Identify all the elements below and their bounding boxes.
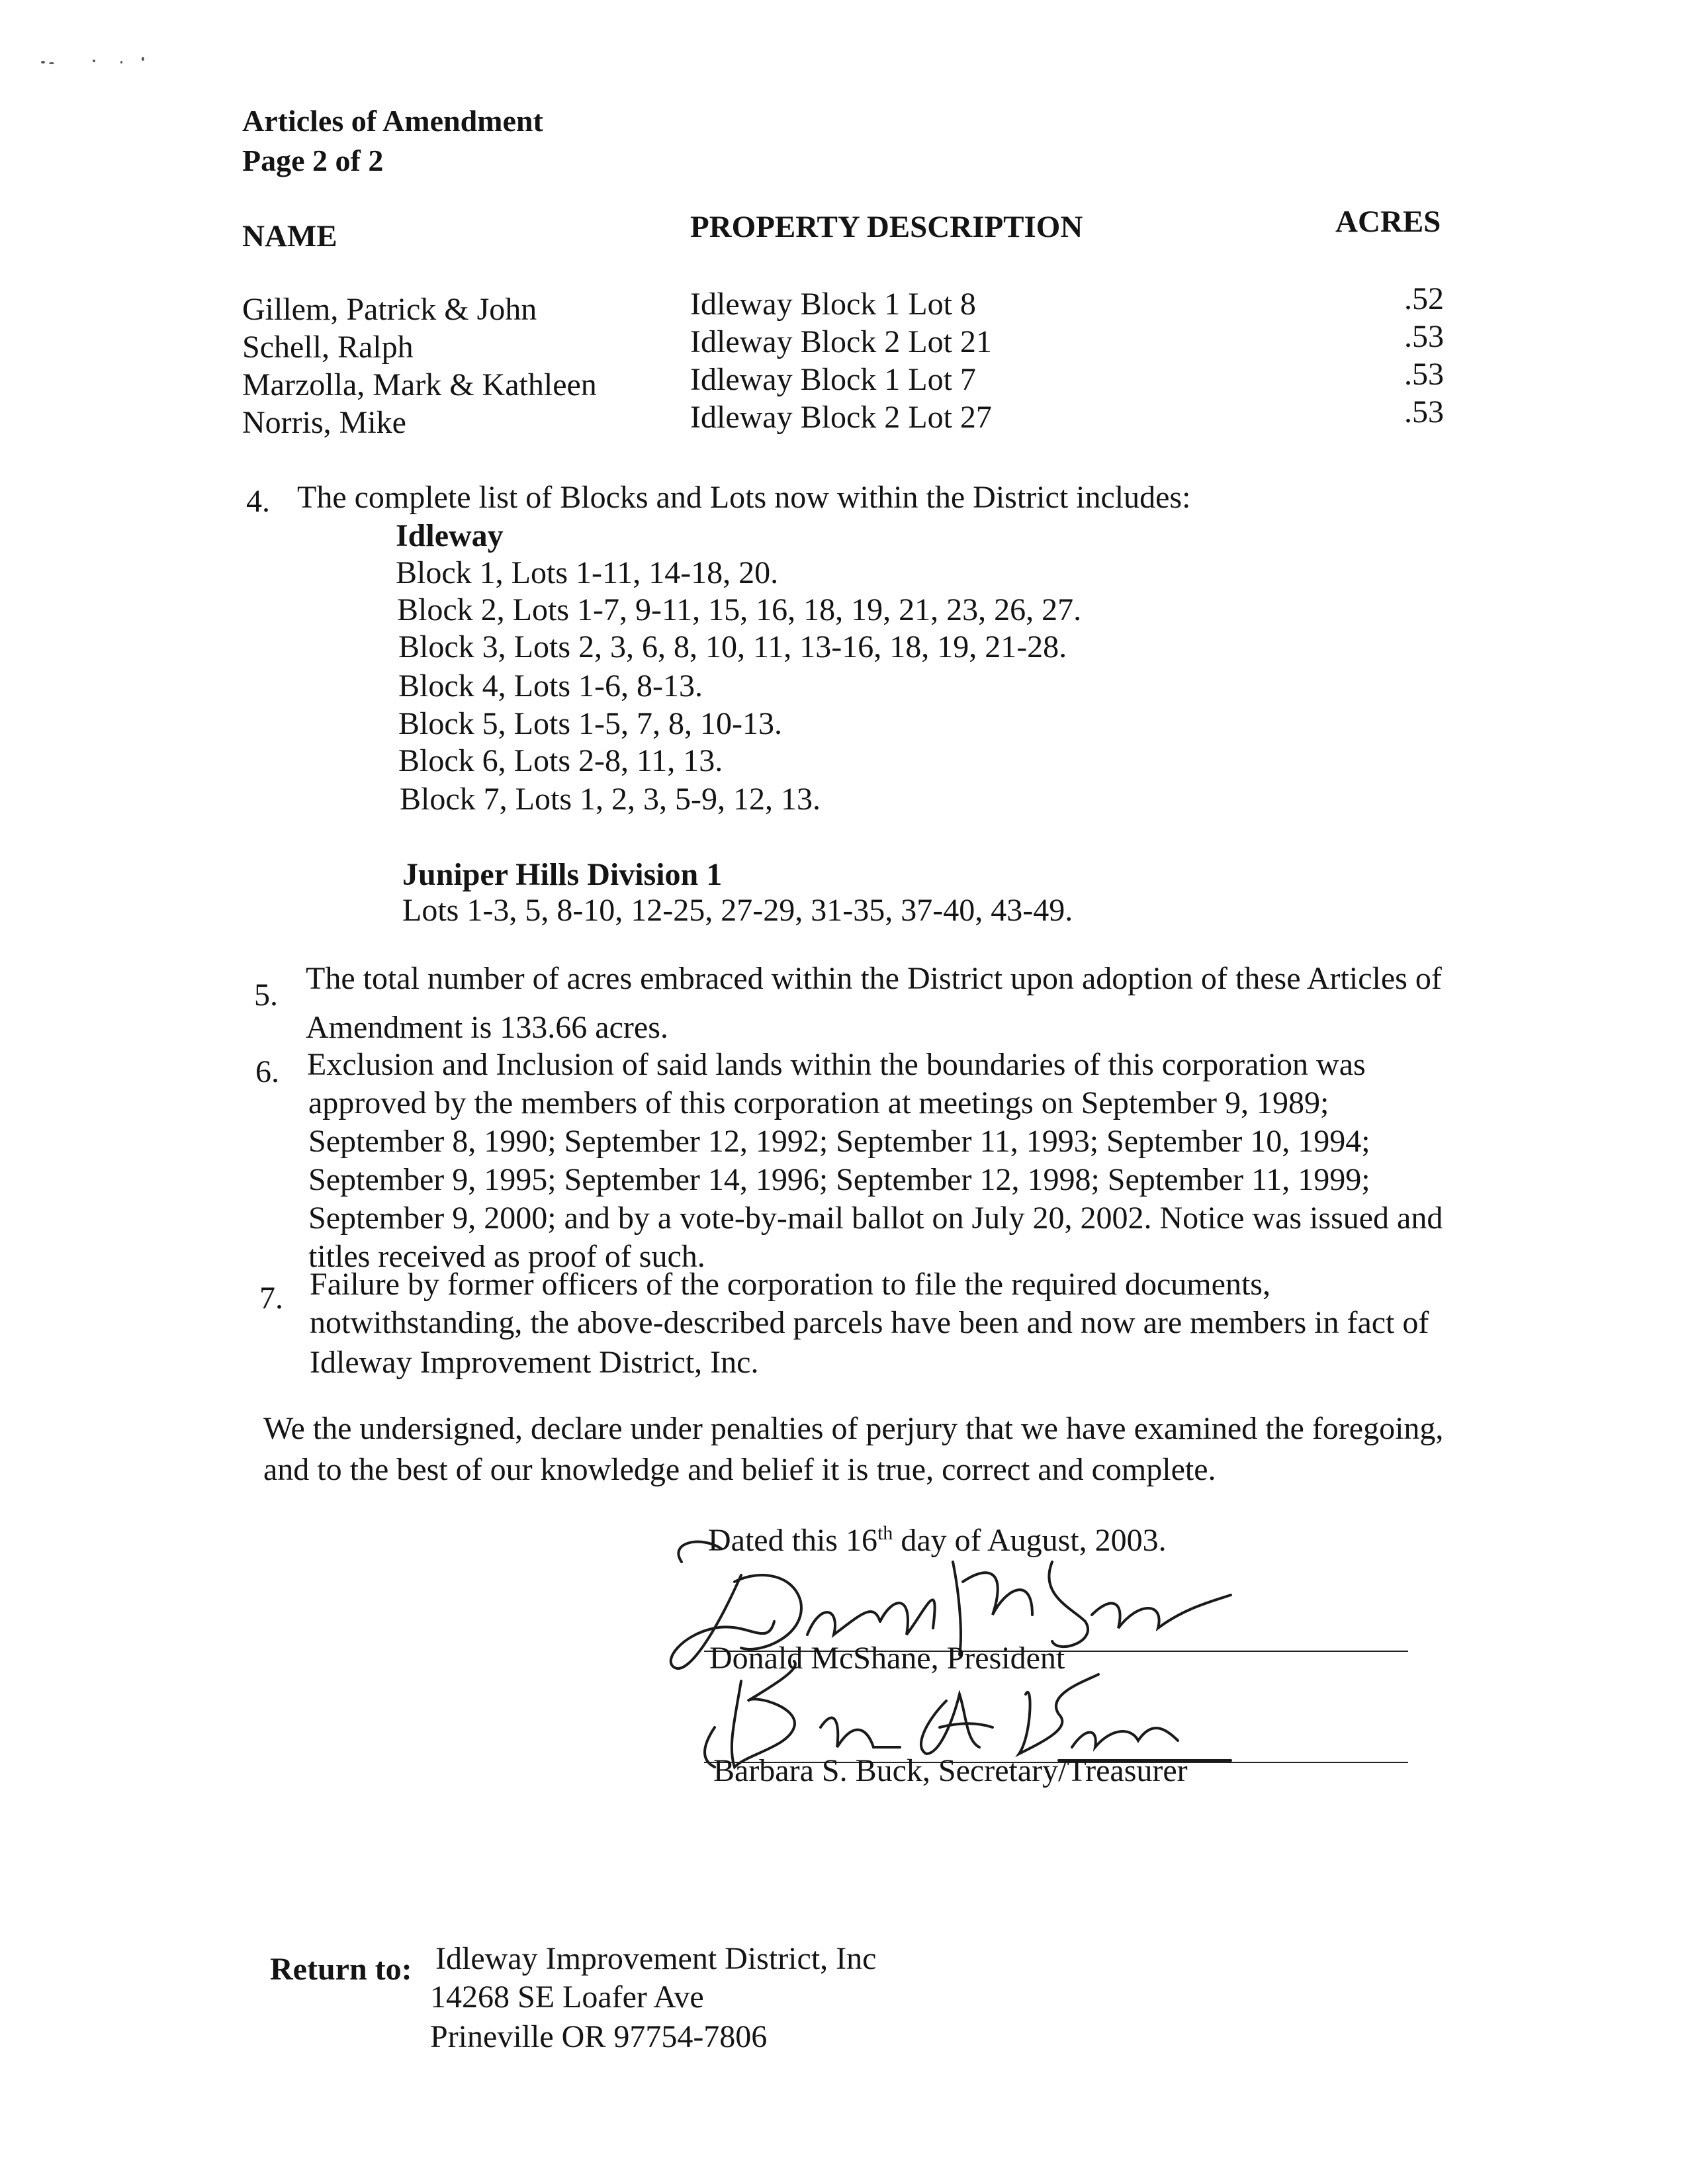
item-number: 6. [255, 1054, 279, 1089]
president-name: Donald McShane, President [709, 1641, 1065, 1676]
table-cell-name: Norris, Mike [242, 405, 406, 440]
block-line: Block 6, Lots 2-8, 11, 13. [398, 743, 723, 778]
table-cell-acres: .53 [1404, 357, 1444, 392]
idleway-heading: Idleway [396, 518, 504, 553]
page-number: Page 2 of 2 [242, 144, 384, 177]
scan-artifact [120, 61, 122, 64]
declaration-line: We the undersigned, declare under penalties of perjury that we have examined the foregoing, [263, 1411, 1444, 1446]
secretary-name: Barbara S. Buck, Secretary/Treasurer [713, 1753, 1188, 1788]
item-6-line: September 8, 1990; September 12, 1992; September 11, 1993; September 10, 1994; [308, 1124, 1370, 1159]
item-5-line: Amendment is 133.66 acres. [306, 1010, 668, 1045]
column-header-property: PROPERTY DESCRIPTION [690, 210, 1083, 244]
scan-artifact [49, 62, 54, 64]
item-6-line: approved by the members of this corporation at meetings on September 9, 1989; [308, 1085, 1329, 1120]
item-7-line: notwithstanding, the above-described parcels have been and now are members in fact of [310, 1305, 1429, 1340]
item-number: 4. [246, 484, 270, 519]
item-7-line: Idleway Improvement District, Inc. [310, 1345, 759, 1380]
table-cell-acres: .53 [1404, 394, 1444, 430]
item-6-line: September 9, 2000; and by a vote-by-mail ballot on July 20, 2002. Notice was issued and [308, 1201, 1443, 1236]
block-line: Block 1, Lots 1-11, 14-18, 20. [396, 555, 779, 590]
table-cell-acres: .53 [1404, 319, 1444, 354]
item-6-line: September 9, 1995; September 14, 1996; September 12, 1998; September 11, 1999; [308, 1162, 1370, 1197]
return-address-line: 14268 SE Loafer Ave [430, 1979, 704, 2015]
declaration-line: and to the best of our knowledge and belief it is true, correct and complete. [263, 1452, 1216, 1487]
item-number: 5. [254, 978, 278, 1013]
item-number: 7. [259, 1281, 283, 1316]
return-address-line: Prineville OR 97754-7806 [430, 2019, 768, 2054]
juniper-heading: Juniper Hills Division 1 [402, 857, 723, 892]
table-cell-property: Idleway Block 2 Lot 21 [690, 324, 992, 359]
column-header-name: NAME [242, 219, 337, 253]
block-line: Block 2, Lots 1-7, 9-11, 15, 16, 18, 19, 21, 23, 26, 27. [397, 592, 1082, 627]
dated-prefix: Dated this 16 [708, 1523, 877, 1558]
item-7-line: Failure by former officers of the corporation to file the required documents, [310, 1267, 1270, 1302]
dated-ordinal: th [877, 1522, 893, 1544]
table-cell-acres: .52 [1404, 281, 1444, 316]
block-line: Block 5, Lots 1-5, 7, 8, 10-13. [398, 706, 782, 741]
item-4-text: The complete list of Blocks and Lots now within the District includes: [297, 480, 1191, 515]
scan-artifact [142, 57, 144, 61]
return-address-line: Idleway Improvement District, Inc [435, 1941, 877, 1976]
block-line: Block 7, Lots 1, 2, 3, 5-9, 12, 13. [400, 782, 821, 817]
table-cell-name: Marzolla, Mark & Kathleen [242, 367, 597, 402]
column-header-acres: ACRES [1335, 205, 1441, 239]
table-cell-property: Idleway Block 1 Lot 8 [690, 287, 976, 322]
scan-artifact [41, 61, 45, 64]
table-cell-property: Idleway Block 1 Lot 7 [690, 362, 976, 397]
block-line: Block 4, Lots 1-6, 8-13. [398, 668, 703, 704]
table-cell-name: Schell, Ralph [242, 330, 414, 365]
document-title: Articles of Amendment [242, 104, 543, 138]
item-6-line: Exclusion and Inclusion of said lands within the boundaries of this corporation was [307, 1047, 1366, 1082]
dated-suffix: day of August, 2003. [893, 1523, 1167, 1558]
item-5-line: The total number of acres embraced within the District upon adoption of these Articles of [306, 961, 1442, 996]
scan-artifact [93, 60, 95, 62]
juniper-lots: Lots 1-3, 5, 8-10, 12-25, 27-29, 31-35, 37-40, 43-49. [402, 893, 1073, 928]
table-cell-property: Idleway Block 2 Lot 27 [690, 400, 992, 435]
return-to-label: Return to: [270, 1952, 412, 1987]
table-cell-name: Gillem, Patrick & John [242, 292, 537, 327]
block-line: Block 3, Lots 2, 3, 6, 8, 10, 11, 13-16, 18, 19, 21-28. [398, 629, 1067, 664]
item-6-line: titles received as proof of such. [308, 1239, 705, 1274]
